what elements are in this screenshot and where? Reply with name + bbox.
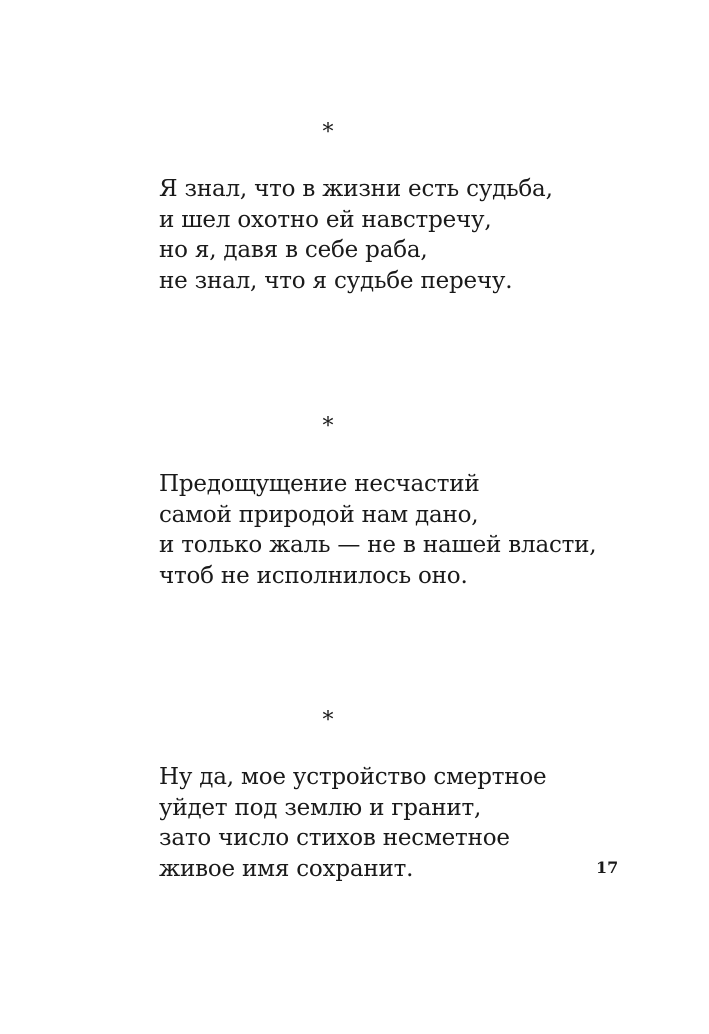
poem-line: но я, давя в себе раба,: [159, 237, 428, 263]
poem-line: Предощущение несчастий: [159, 471, 480, 497]
poem-2-stanza: [159, 469, 619, 591]
poem-line: Ну да, мое устройство смертное: [159, 764, 547, 790]
poem-3-asterisk: *: [322, 708, 334, 733]
poem-1-stanza: [159, 174, 619, 296]
poem-line: самой природой нам дано,: [159, 501, 479, 528]
poem-line: Я знал, что в жизни есть судьба,: [159, 176, 553, 202]
poem-line: зато число стихов несметное: [159, 825, 510, 851]
page-number: 17: [596, 858, 619, 877]
poem-line: живое имя сохранит.: [159, 855, 414, 882]
poem-line: чтоб не исполнилось оно.: [159, 562, 468, 589]
poem-line: уйдет под землю и гранит,: [159, 794, 482, 821]
poem-line: и шел охотно ей навстречу,: [159, 206, 492, 233]
poem-2-asterisk: *: [322, 414, 334, 439]
poem-line: не знал, что я судьбе перечу.: [159, 267, 513, 294]
poem-line: и только жаль — не в нашей власти,: [159, 532, 597, 558]
poem-1-asterisk: *: [322, 120, 334, 145]
poem-3-stanza: [159, 762, 619, 884]
